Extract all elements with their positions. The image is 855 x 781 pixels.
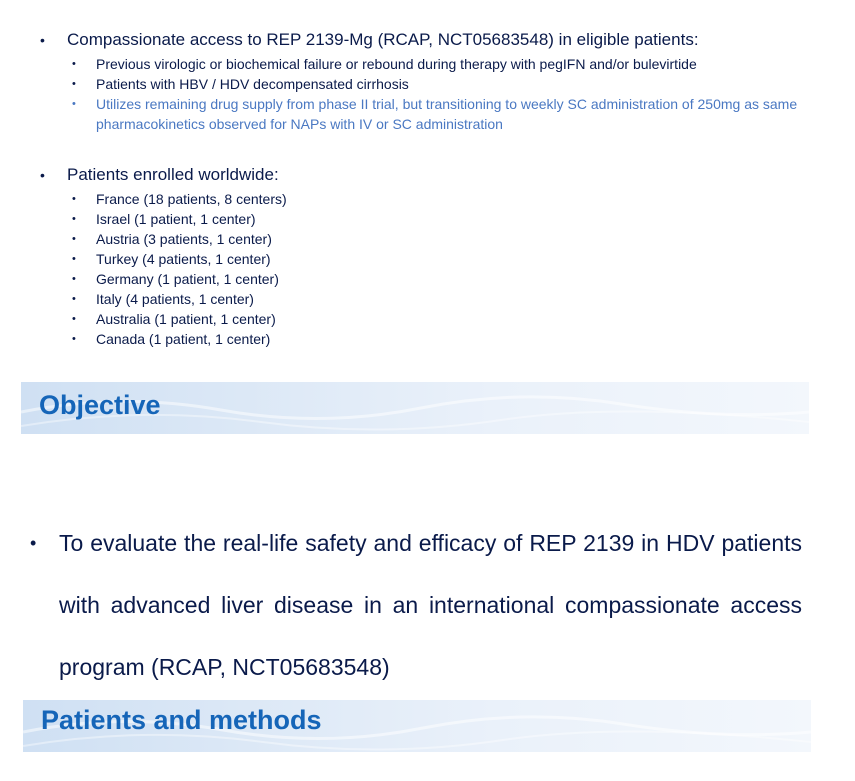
bullet: • [72, 193, 76, 205]
bullet: • [40, 32, 45, 48]
bullet: • [30, 533, 37, 553]
bullet: • [40, 167, 45, 183]
bullet: • [72, 58, 76, 70]
eligibility-item-text: Previous virologic or biochemical failure or rebound during therapy with pegIFN and/or bulevirtide [96, 56, 697, 72]
enrollment-heading: Patients enrolled worldwide: [67, 165, 279, 184]
list-item [72, 94, 807, 134]
list-item [72, 229, 287, 249]
bullet: • [72, 233, 76, 245]
list-item [72, 189, 287, 209]
bullet: • [72, 253, 76, 265]
eligibility-item-text: Utilizes remaining drug supply from phase II trial, but transitioning to weekly SC administration of 250mg as same pharmacokinetics observed for NAPs with IV or SC administration [96, 96, 798, 132]
bullet: • [72, 78, 76, 90]
country-item-text: Turkey (4 patients, 1 center) [96, 251, 271, 267]
eligibility-list [72, 54, 807, 134]
compassionate-access-heading-row [40, 29, 807, 51]
patients-methods-title: Patients and methods [41, 705, 322, 735]
list-item [72, 309, 287, 329]
compassionate-access-section [40, 29, 807, 134]
bullet: • [72, 213, 76, 225]
bullet: • [72, 98, 76, 110]
eligibility-item-text: Patients with HBV / HDV decompensated cirrhosis [96, 76, 409, 92]
list-item [72, 329, 287, 349]
country-list [72, 189, 287, 349]
country-item-text: Austria (3 patients, 1 center) [96, 231, 272, 247]
country-item-text: Canada (1 patient, 1 center) [96, 331, 271, 347]
patients-methods-banner [23, 700, 811, 752]
bullet: • [72, 273, 76, 285]
country-item-text: France (18 patients, 8 centers) [96, 191, 287, 207]
list-item [72, 54, 807, 74]
objective-title: Objective [39, 390, 161, 420]
country-item-text: Italy (4 patients, 1 center) [96, 291, 254, 307]
enrollment-heading-row [40, 164, 287, 186]
objective-statement [30, 512, 802, 698]
objective-statement-text: To evaluate the real-life safety and efficacy of REP 2139 in HDV patients with advanced liver disease in an international compassionate access program (RCAP, NCT05683548) [59, 530, 802, 680]
country-item-text: Israel (1 patient, 1 center) [96, 211, 256, 227]
enrollment-section [40, 164, 287, 349]
country-item-text: Germany (1 patient, 1 center) [96, 271, 279, 287]
country-item-text: Australia (1 patient, 1 center) [96, 311, 276, 327]
bullet: • [72, 333, 76, 345]
list-item [72, 269, 287, 289]
compassionate-access-heading: Compassionate access to REP 2139-Mg (RCAP, NCT05683548) in eligible patients: [67, 30, 699, 49]
bullet: • [72, 293, 76, 305]
objective-banner [21, 382, 809, 434]
list-item [72, 249, 287, 269]
list-item [72, 209, 287, 229]
list-item [72, 74, 807, 94]
list-item [72, 289, 287, 309]
bullet: • [72, 313, 76, 325]
